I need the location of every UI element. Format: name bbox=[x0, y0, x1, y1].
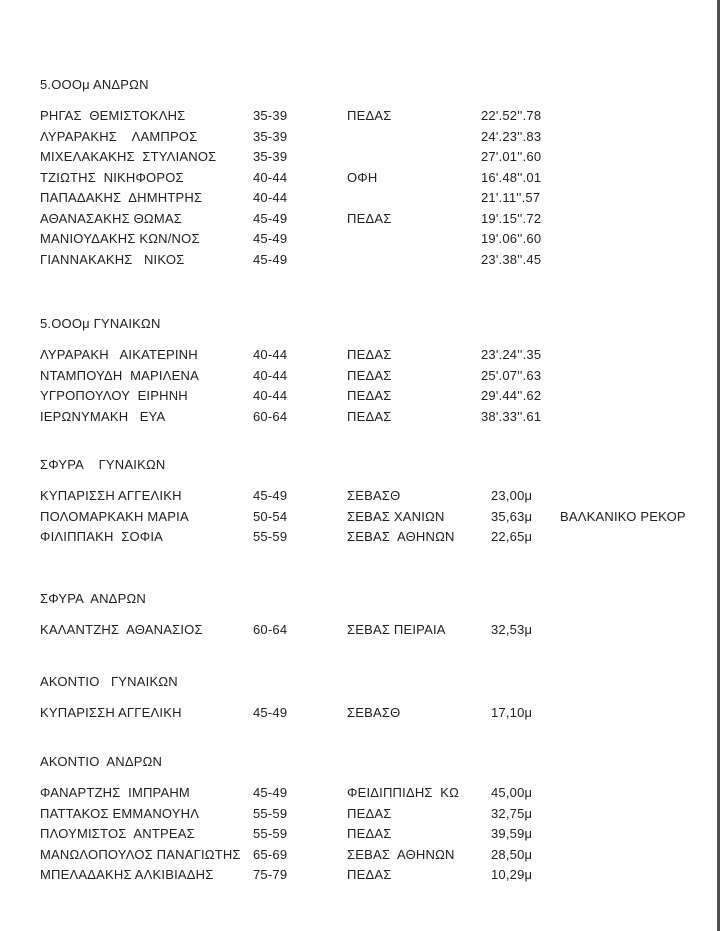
age-category: 45-49 bbox=[253, 785, 288, 800]
result-value: 19'.15''.72 bbox=[481, 210, 542, 226]
result-row bbox=[0, 824, 720, 845]
section-title: ΣΦΥΡΑ ΓΥΝΑΙΚΩΝ bbox=[40, 457, 166, 472]
record-note bbox=[560, 527, 720, 548]
record-note bbox=[560, 824, 720, 845]
athlete-name: ΝΤΑΜΠΟΥΔΗ ΜΑΡΙΛΕΝΑ bbox=[40, 367, 199, 383]
club-name: ΣΕΒΑΣΘ bbox=[347, 488, 401, 503]
record-note bbox=[560, 250, 720, 271]
result-row bbox=[0, 527, 720, 548]
age-category: 40-44 bbox=[253, 367, 288, 383]
record-note bbox=[560, 345, 720, 366]
club-name: ΠΕΔΑΣ bbox=[347, 408, 392, 424]
result-value: 21'.11''.57 bbox=[481, 190, 541, 205]
result-value: 23,00μ bbox=[491, 488, 533, 503]
result-value: 24'.23''.83 bbox=[481, 128, 542, 144]
result-value: 45,00μ bbox=[491, 785, 533, 800]
athlete-name: ΚΑΛΑΝΤΖΗΣ ΑΘΑΝΑΣΙΟΣ bbox=[40, 622, 203, 637]
club-name: ΣΕΒΑΣΘ bbox=[347, 705, 401, 720]
section-5000m-men bbox=[0, 75, 720, 270]
record-note bbox=[560, 703, 720, 724]
record-note bbox=[560, 366, 720, 387]
result-row bbox=[0, 845, 720, 866]
result-value: 35,63μ bbox=[491, 508, 533, 524]
age-category: 45-49 bbox=[253, 705, 288, 720]
result-value: 32,75μ bbox=[491, 805, 533, 821]
record-note bbox=[560, 804, 720, 825]
result-row bbox=[0, 106, 720, 127]
result-row bbox=[0, 783, 720, 804]
athlete-name: ΠΟΛΟΜΑΡΚΑΚΗ ΜΑΡΙΑ bbox=[40, 508, 189, 524]
result-row bbox=[0, 345, 720, 366]
result-value: 16'.48''.01 bbox=[481, 169, 542, 185]
result-row bbox=[0, 366, 720, 387]
record-note bbox=[560, 865, 720, 886]
age-category: 55-59 bbox=[253, 826, 288, 841]
record-note bbox=[560, 407, 720, 428]
club-name: ΣΕΒΑΣ ΑΘΗΝΩΝ bbox=[347, 846, 455, 862]
age-category: 40-44 bbox=[253, 190, 288, 205]
record-note bbox=[560, 168, 720, 189]
club-name: ΠΕΔΑΣ bbox=[347, 805, 392, 821]
club-name: ΣΕΒΑΣ ΠΕΙΡΑΙΑ bbox=[347, 622, 446, 637]
athlete-name: ΥΓΡΟΠΟΥΛΟΥ ΕΙΡΗΝΗ bbox=[40, 388, 188, 403]
age-category: 45-49 bbox=[253, 251, 288, 267]
club-name: ΟΦΗ bbox=[347, 169, 378, 185]
result-row bbox=[0, 168, 720, 189]
athlete-name: ΦΑΝΑΡΤΖΗΣ ΙΜΠΡΑΗΜ bbox=[40, 785, 190, 800]
club-name bbox=[347, 229, 481, 250]
club-name: ΣΕΒΑΣ ΧΑΝΙΩΝ bbox=[347, 508, 445, 524]
age-category: 55-59 bbox=[253, 529, 288, 544]
age-category: 45-49 bbox=[253, 488, 288, 503]
club-name: ΦΕΙΔΙΠΠΙΔΗΣ ΚΩ bbox=[347, 785, 460, 800]
result-value: 39,59μ bbox=[491, 826, 533, 841]
result-row bbox=[0, 507, 720, 528]
record-note bbox=[560, 783, 720, 804]
age-category: 35-39 bbox=[253, 128, 288, 144]
record-note bbox=[560, 486, 720, 507]
section-rows bbox=[0, 106, 720, 270]
club-name: ΠΕΔΑΣ bbox=[347, 867, 392, 882]
age-category: 55-59 bbox=[253, 805, 288, 821]
result-row bbox=[0, 147, 720, 168]
section-javelin-men bbox=[0, 752, 720, 886]
section-title: ΣΦΥΡΑ ΑΝΔΡΩΝ bbox=[40, 591, 146, 606]
result-value: 10,29μ bbox=[491, 867, 533, 882]
result-row bbox=[0, 865, 720, 886]
section-hammer-women bbox=[0, 455, 720, 548]
age-category: 40-44 bbox=[253, 169, 288, 185]
record-note bbox=[560, 209, 720, 230]
result-row bbox=[0, 407, 720, 428]
club-name: ΣΕΒΑΣ ΑΘΗΝΩΝ bbox=[347, 529, 455, 544]
result-row bbox=[0, 620, 720, 641]
section-rows bbox=[0, 703, 720, 724]
section-rows bbox=[0, 345, 720, 427]
athlete-name: ΚΥΠΑΡΙΣΣΗ ΑΓΓΕΛΙΚΗ bbox=[40, 705, 182, 720]
age-category: 35-39 bbox=[253, 108, 288, 123]
age-category: 50-54 bbox=[253, 508, 288, 524]
result-row bbox=[0, 188, 720, 209]
age-category: 40-44 bbox=[253, 347, 288, 362]
age-category: 60-64 bbox=[253, 622, 288, 637]
section-title: ΑΚΟΝΤΙΟ ΑΝΔΡΩΝ bbox=[40, 754, 163, 769]
age-category: 65-69 bbox=[253, 846, 288, 862]
club-name bbox=[347, 188, 481, 209]
section-rows bbox=[0, 783, 720, 886]
result-row bbox=[0, 209, 720, 230]
athlete-name: ΜΙΧΕΛΑΚΑΚΗΣ ΣΤΥΛΙΑΝΟΣ bbox=[40, 149, 217, 164]
age-category: 45-49 bbox=[253, 210, 288, 226]
athlete-name: ΜΠΕΛΑΔΑΚΗΣ ΑΛΚΙΒΙΑΔΗΣ bbox=[40, 867, 214, 882]
result-row bbox=[0, 703, 720, 724]
athlete-name: ΛΥΡΑΡΑΚΗ ΑΙΚΑΤΕΡΙΝΗ bbox=[40, 347, 198, 362]
result-value: 25'.07''.63 bbox=[481, 367, 542, 383]
result-value: 22'.52''.78 bbox=[481, 108, 542, 123]
athlete-name: ΤΖΙΩΤΗΣ ΝΙΚΗΦΟΡΟΣ bbox=[40, 169, 184, 185]
record-note bbox=[560, 620, 720, 641]
club-name bbox=[347, 127, 481, 148]
result-value: 38'.33''.61 bbox=[481, 408, 542, 424]
record-note bbox=[560, 845, 720, 866]
result-value: 19'.06''.60 bbox=[481, 231, 542, 246]
result-row bbox=[0, 386, 720, 407]
record-note: ΒΑΛΚΑΝΙΚΟ ΡΕΚΟΡ bbox=[560, 508, 686, 524]
athlete-name: ΚΥΠΑΡΙΣΣΗ ΑΓΓΕΛΙΚΗ bbox=[40, 488, 182, 503]
section-5000m-women bbox=[0, 314, 720, 427]
age-category: 75-79 bbox=[253, 867, 288, 882]
athlete-name: ΓΙΑΝΝΑΚΑΚΗΣ ΝΙΚΟΣ bbox=[40, 251, 185, 267]
club-name: ΠΕΔΑΣ bbox=[347, 388, 392, 403]
athlete-name: ΠΑΤΤΑΚΟΣ ΕΜΜΑΝΟΥΗΛ bbox=[40, 805, 200, 821]
record-note bbox=[560, 127, 720, 148]
result-value: 23'.24''.35 bbox=[481, 347, 542, 362]
result-row bbox=[0, 229, 720, 250]
record-note bbox=[560, 229, 720, 250]
club-name: ΠΕΔΑΣ bbox=[347, 826, 392, 841]
club-name: ΠΕΔΑΣ bbox=[347, 108, 392, 123]
club-name: ΠΕΔΑΣ bbox=[347, 367, 392, 383]
record-note bbox=[560, 147, 720, 168]
athlete-name: ΜΑΝΩΛΟΠΟΥΛΟΣ ΠΑΝΑΓΙΩΤΗΣ bbox=[40, 846, 241, 862]
result-row bbox=[0, 250, 720, 271]
athlete-name: ΜΑΝΙΟΥΔΑΚΗΣ ΚΩΝ/ΝΟΣ bbox=[40, 231, 200, 246]
section-rows bbox=[0, 486, 720, 548]
age-category: 60-64 bbox=[253, 408, 288, 424]
athlete-name: ΑΘΑΝΑΣΑΚΗΣ ΘΩΜΑΣ bbox=[40, 210, 182, 226]
age-category: 40-44 bbox=[253, 388, 288, 403]
athlete-name: ΛΥΡΑΡΑΚΗΣ ΛΑΜΠΡΟΣ bbox=[40, 128, 198, 144]
section-javelin-women bbox=[0, 672, 720, 724]
result-row bbox=[0, 127, 720, 148]
athlete-name: ΠΑΠΑΔΑΚΗΣ ΔΗΜΗΤΡΗΣ bbox=[40, 190, 203, 205]
result-value: 22,65μ bbox=[491, 529, 533, 544]
section-title: 5.ΟΟΟμ ΑΝΔΡΩΝ bbox=[40, 77, 149, 92]
result-value: 23'.38''.45 bbox=[481, 251, 542, 267]
club-name bbox=[347, 250, 481, 271]
result-row bbox=[0, 486, 720, 507]
club-name bbox=[347, 147, 481, 168]
result-row bbox=[0, 804, 720, 825]
athlete-name: ΦΙΛΙΠΠΑΚΗ ΣΟΦΙΑ bbox=[40, 529, 164, 544]
club-name: ΠΕΔΑΣ bbox=[347, 347, 392, 362]
record-note bbox=[560, 188, 720, 209]
athlete-name: ΙΕΡΩΝΥΜΑΚΗ ΕΥΑ bbox=[40, 408, 166, 424]
athlete-name: ΠΛΟΥΜΙΣΤΟΣ ΑΝΤΡΕΑΣ bbox=[40, 826, 195, 841]
result-value: 27'.01''.60 bbox=[481, 149, 542, 164]
result-value: 29'.44''.62 bbox=[481, 388, 542, 403]
section-rows bbox=[0, 620, 720, 641]
club-name: ΠΕΔΑΣ bbox=[347, 210, 392, 226]
section-title: ΑΚΟΝΤΙΟ ΓΥΝΑΙΚΩΝ bbox=[40, 674, 178, 689]
record-note bbox=[560, 106, 720, 127]
athlete-name: ΡΗΓΑΣ ΘΕΜΙΣΤΟΚΛΗΣ bbox=[40, 108, 186, 123]
age-category: 45-49 bbox=[253, 231, 288, 246]
result-value: 28,50μ bbox=[491, 846, 533, 862]
result-value: 32,53μ bbox=[491, 622, 533, 637]
section-title: 5.ΟΟΟμ ΓΥΝΑΙΚΩΝ bbox=[40, 316, 161, 331]
age-category: 35-39 bbox=[253, 149, 288, 164]
record-note bbox=[560, 386, 720, 407]
result-value: 17,10μ bbox=[491, 705, 533, 720]
section-hammer-men bbox=[0, 589, 720, 641]
